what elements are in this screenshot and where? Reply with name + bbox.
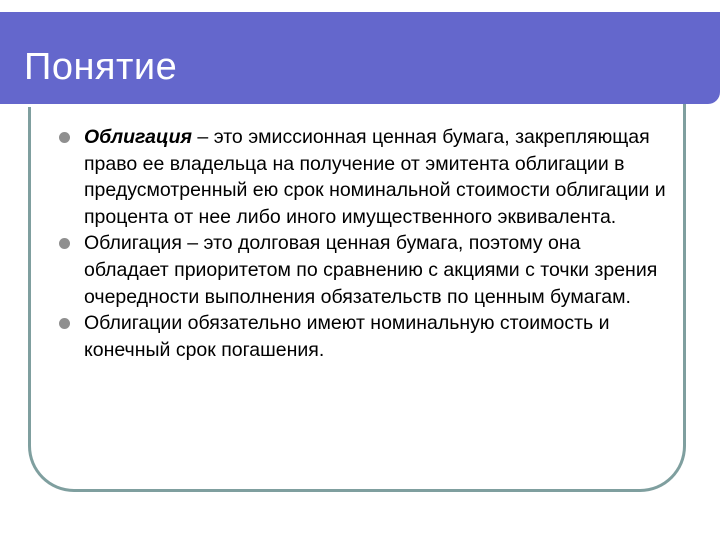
slide-title: Понятие	[24, 46, 178, 88]
bullet-text: Облигации обязательно имеют номинальную стоимость и конечный срок погашения.	[84, 312, 610, 361]
bullet-dot-icon	[59, 238, 70, 249]
bullet-item	[59, 230, 669, 310]
bullet-dot-icon	[59, 132, 70, 143]
term: Облигация	[84, 126, 193, 148]
slide-content	[59, 124, 669, 363]
title-bar	[0, 12, 720, 104]
bullet-item	[59, 124, 669, 230]
bullet-text: – это эмиссионная ценная бумага, закрепляющая право ее владельца на получение от эмитента облигации в предусмотренный ею срок номинальной стоимости облигации и процента от нее либо иного имущественного эквивалента.	[84, 126, 666, 228]
title-rule	[0, 104, 637, 107]
bullet-item	[59, 310, 669, 363]
bullet-text: Облигация – это долговая ценная бумага, поэтому она обладает приоритетом по сравнению с акциями с точки зрения очередности выполнения обязательств по ценным бумагам.	[84, 232, 658, 308]
bullet-dot-icon	[59, 318, 70, 329]
